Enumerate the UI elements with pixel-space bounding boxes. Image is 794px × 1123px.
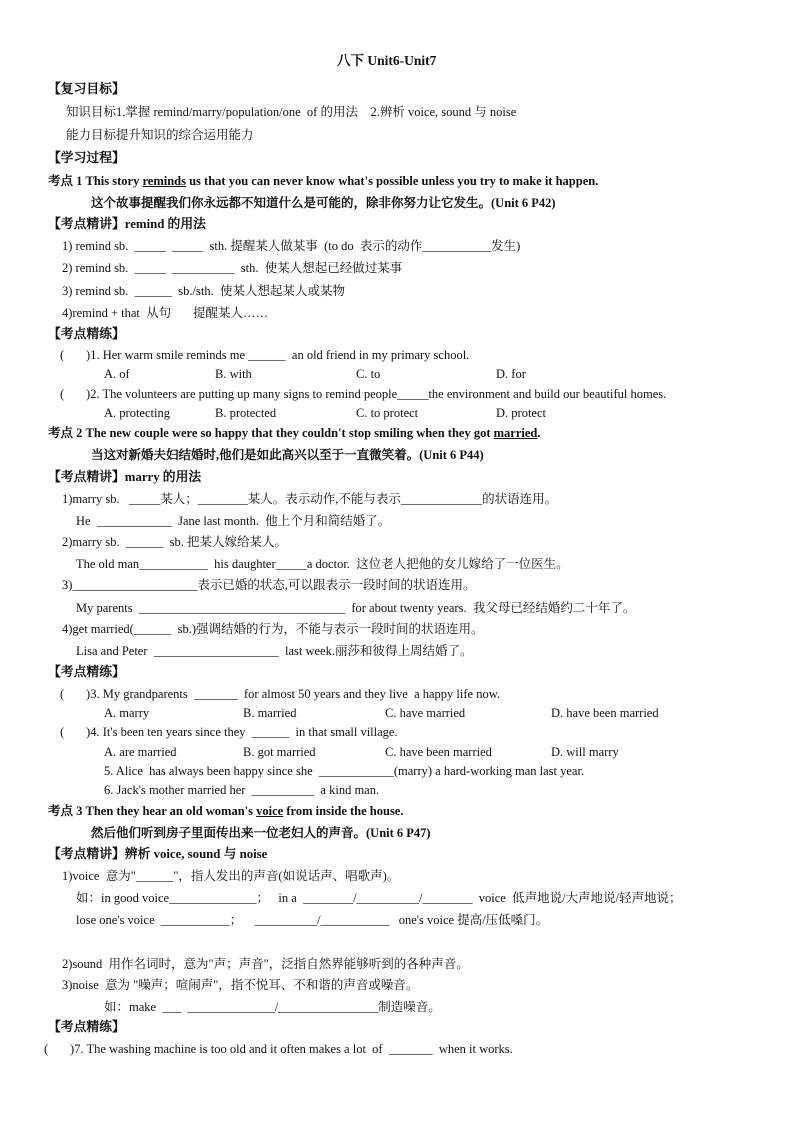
- q2-option: B. protected: [215, 406, 277, 420]
- q1-option: A. of: [104, 367, 130, 381]
- point1-translation: 这个故事提醒我们你永远都不知道什么是可能的，除非你努力让它发生。(Unit 6 P42): [91, 196, 556, 210]
- point3-explain-heading: 【考点精讲】辨析 voice, sound 与 noise: [48, 847, 268, 861]
- point3-sentence-a: 考点 3 Then they hear an old woman's: [48, 804, 257, 818]
- point2-line: 3)____________________表示已婚的状态,可以跟表示一段时间的状语连用。: [62, 578, 476, 592]
- point3-keyword: voice: [256, 804, 284, 818]
- q4-option: B. got married: [243, 745, 316, 759]
- point2-keyword: married: [493, 426, 538, 440]
- question-2: ( )2. The volunteers are putting up many signs to remind people_____the environment and build our beautiful homes.: [60, 387, 667, 401]
- point1-sentence-a: 考点 1 This story: [48, 174, 143, 188]
- point1-keyword: reminds: [142, 174, 186, 188]
- point2-line: 2)marry sb. ______ sb. 把某人嫁给某人。: [62, 535, 287, 549]
- point3-line: 1)voice 意为"______"，指人发出的声音(如说话声、唱歌声)。: [62, 869, 400, 883]
- point2-sentence-b: .: [537, 426, 541, 440]
- point3-translation: 然后他们听到房子里面传出来一位老妇人的声音。(Unit 6 P47): [91, 826, 431, 840]
- ability-goal: 能力目标提升知识的综合运用能力: [66, 128, 254, 142]
- q4-option: C. have been married: [385, 745, 492, 759]
- point1-rule: 2) remind sb. _____ __________ sth. 使某人想起已经做过某事: [62, 261, 403, 275]
- point2-line: He ____________ Jane last month. 他上个月和简结婚了。: [76, 514, 391, 528]
- point1-rule: 3) remind sb. ______ sb./sth. 使某人想起某人或某物: [62, 284, 345, 298]
- point3-line: 2)sound 用作名词时，意为"声；声音"，泛指自然界能够听到的各种声音。: [62, 957, 469, 971]
- point3-practice-heading: 【考点精练】: [48, 1020, 125, 1034]
- question-1: ( )1. Her warm smile reminds me ______ an old friend in my primary school.: [60, 348, 470, 362]
- point3-line: 如：make ___ ______________/________________制造噪音。: [104, 1000, 441, 1014]
- q4-option: D. will marry: [551, 745, 619, 759]
- question-4: ( )4. It's been ten years since they ______ in that small village.: [60, 725, 398, 739]
- q1-option: B. with: [215, 367, 252, 381]
- point2-line: My parents _________________________________ for about twenty years. 我父母已经结婚约二十年了。: [76, 601, 636, 615]
- point2-translation: 当这对新婚夫妇结婚时,他们是如此高兴以至于一直微笑着。(Unit 6 P44): [91, 448, 484, 462]
- question-5: 5. Alice has always been happy since she ____________(marry) a hard-working man last year.: [104, 764, 585, 778]
- knowledge-goal: 知识目标1.掌握 remind/marry/population/one of 的用法 2.辨析 voice, sound 与 noise: [66, 105, 517, 119]
- process-heading: 【学习过程】: [48, 151, 125, 165]
- q1-option: C. to: [356, 367, 381, 381]
- point1-sentence: [48, 173, 598, 189]
- point2-line: The old man___________ his daughter_____a doctor. 这位老人把他的女儿嫁给了一位医生。: [76, 557, 569, 571]
- q3-option: D. have been married: [551, 706, 659, 720]
- question-6: 6. Jack's mother married her __________ a kind man.: [104, 783, 380, 797]
- review-heading: 【复习目标】: [48, 82, 125, 96]
- page-title: 八下 Unit6-Unit7: [337, 53, 437, 68]
- question-7: ( )7. The washing machine is too old and it often makes a lot of _______ when it works.: [44, 1042, 513, 1056]
- question-3: ( )3. My grandparents _______ for almost 50 years and they live a happy life now.: [60, 687, 501, 701]
- q3-option: A. marry: [104, 706, 150, 720]
- point1-rule: 1) remind sb. _____ _____ sth. 提醒某人做某事 (to do 表示的动作___________发生): [62, 239, 521, 253]
- q4-option: A. are married: [104, 745, 177, 759]
- q1-option: D. for: [496, 367, 526, 381]
- point2-sentence: [48, 425, 541, 441]
- point2-line: 4)get married(______ sb.)强调结婚的行为，不能与表示一段时间的状语连用。: [62, 622, 484, 636]
- point1-explain-heading: 【考点精讲】remind 的用法: [48, 217, 206, 231]
- point3-line: 3)noise 意为 "噪声；喧闹声"，指不悦耳、不和谐的声音或噪音。: [62, 978, 419, 992]
- q2-option: D. protect: [496, 406, 546, 420]
- point3-sentence: [48, 803, 403, 819]
- point2-practice-heading: 【考点精练】: [48, 665, 125, 679]
- q2-option: C. to protect: [356, 406, 419, 420]
- point3-line: 如：in good voice______________； in a ________/__________/________ voice 低声地说/大声地说/轻声地说；: [76, 891, 682, 905]
- q2-option: A. protecting: [104, 406, 170, 420]
- point2-line: Lisa and Peter ____________________ last week.丽莎和彼得上周结婚了。: [76, 644, 473, 658]
- point2-sentence-a: 考点 2 The new couple were so happy that they couldn't stop smiling when they got: [48, 426, 494, 440]
- point2-line: 1)marry sb. _____某人；________某人。表示动作,不能与表示_____________的状语连用。: [62, 492, 558, 506]
- q3-option: C. have married: [385, 706, 466, 720]
- point1-practice-heading: 【考点精练】: [48, 327, 125, 341]
- point3-sentence-b: from inside the house.: [283, 804, 404, 818]
- point2-explain-heading: 【考点精讲】marry 的用法: [48, 470, 202, 484]
- q3-option: B. married: [243, 706, 297, 720]
- point3-line: lose one's voice ___________； __________/___________ one's voice 提高/压低嗓门。: [76, 913, 549, 927]
- point1-rule: 4)remind + that 从句 提醒某人……: [62, 306, 268, 320]
- point1-sentence-b: us that you can never know what's possible unless you try to make it happen.: [185, 174, 599, 188]
